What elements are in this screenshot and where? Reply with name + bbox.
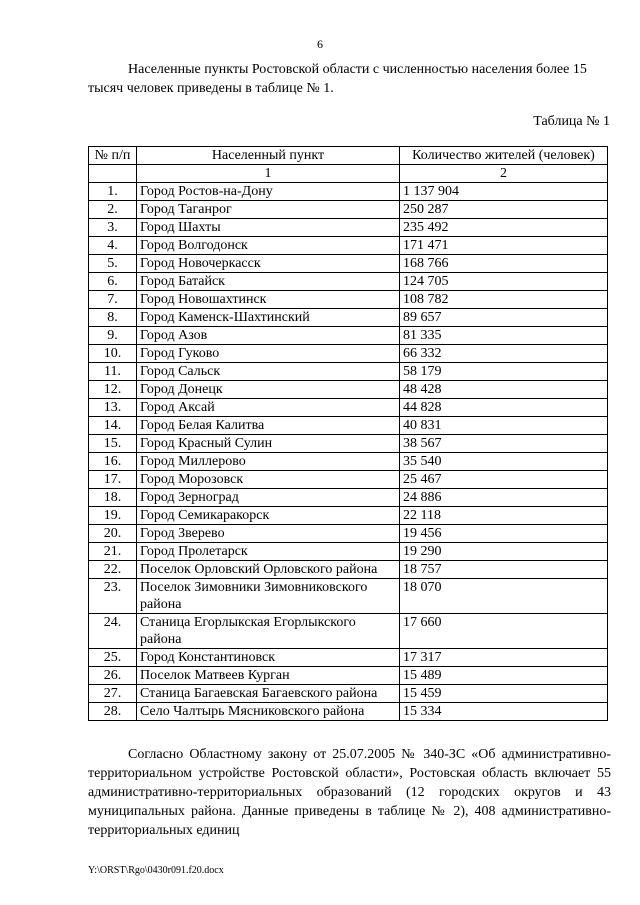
row-settlement: Город Гуково [137, 345, 400, 363]
row-settlement: Город Донецк [137, 381, 400, 399]
row-number: 9. [89, 327, 137, 345]
row-population: 24 886 [400, 489, 608, 507]
row-settlement: Город Пролетарск [137, 543, 400, 561]
row-settlement: Город Морозовск [137, 471, 400, 489]
row-settlement: Поселок Орловский Орловского района [137, 561, 400, 579]
row-population: 58 179 [400, 363, 608, 381]
table-row [89, 309, 608, 327]
row-population: 25 467 [400, 471, 608, 489]
row-settlement: Город Каменск-Шахтинский [137, 309, 400, 327]
row-number: 13. [89, 399, 137, 417]
row-settlement: Поселок Матвеев Курган [137, 667, 400, 685]
row-settlement: Город Красный Сулин [137, 435, 400, 453]
table-row [89, 471, 608, 489]
colnum-1: 1 [137, 165, 400, 183]
row-number: 19. [89, 507, 137, 525]
row-settlement: Село Чалтырь Мясниковского района [137, 703, 400, 721]
row-number: 1. [89, 183, 137, 201]
row-population: 40 831 [400, 417, 608, 435]
table-header-row [89, 147, 608, 165]
row-number: 6. [89, 273, 137, 291]
row-population: 19 290 [400, 543, 608, 561]
row-number: 14. [89, 417, 137, 435]
row-settlement: Город Ростов-на-Дону [137, 183, 400, 201]
row-number: 15. [89, 435, 137, 453]
row-population: 250 287 [400, 201, 608, 219]
row-settlement: Город Константиновск [137, 649, 400, 667]
row-settlement: Город Миллерово [137, 453, 400, 471]
row-number: 22. [89, 561, 137, 579]
table-row [89, 255, 608, 273]
row-settlement: Город Новочеркасск [137, 255, 400, 273]
row-number: 4. [89, 237, 137, 255]
table-row [89, 399, 608, 417]
row-settlement: Город Белая Калитва [137, 417, 400, 435]
table-row [89, 579, 608, 614]
row-settlement: Город Батайск [137, 273, 400, 291]
table-caption: Таблица № 1 [533, 114, 610, 129]
row-number: 24. [89, 614, 137, 649]
table-row [89, 453, 608, 471]
row-population: 235 492 [400, 219, 608, 237]
header-settlement: Населенный пункт [137, 147, 400, 165]
table-row [89, 417, 608, 435]
row-population: 89 657 [400, 309, 608, 327]
row-settlement: Станица Егорлыкская Егорлыкского района [137, 614, 400, 649]
intro-text: Населенные пункты Ростовской области с численностью населения более 15 тысяч человек приведены в таблице № 1. [88, 62, 587, 96]
table-colnum-row [89, 165, 608, 183]
colnum-2: 2 [400, 165, 608, 183]
row-population: 66 332 [400, 345, 608, 363]
population-table [88, 146, 608, 721]
table-row [89, 614, 608, 649]
row-population: 1 137 904 [400, 183, 608, 201]
row-number: 16. [89, 453, 137, 471]
row-number: 27. [89, 685, 137, 703]
intro-paragraph [88, 60, 608, 98]
row-settlement: Станица Багаевская Багаевского района [137, 685, 400, 703]
row-number: 17. [89, 471, 137, 489]
table-row [89, 685, 608, 703]
row-population: 44 828 [400, 399, 608, 417]
row-population: 48 428 [400, 381, 608, 399]
row-number: 20. [89, 525, 137, 543]
row-settlement: Город Аксай [137, 399, 400, 417]
row-population: 17 317 [400, 649, 608, 667]
row-population: 15 489 [400, 667, 608, 685]
row-number: 11. [89, 363, 137, 381]
row-population: 15 459 [400, 685, 608, 703]
colnum-empty [89, 165, 137, 183]
row-settlement: Город Таганрог [137, 201, 400, 219]
row-population: 17 660 [400, 614, 608, 649]
table-row [89, 219, 608, 237]
page-number: 6 [317, 37, 323, 51]
row-settlement: Поселок Зимовники Зимовниковского района [137, 579, 400, 614]
row-settlement: Город Новошахтинск [137, 291, 400, 309]
row-population: 18 070 [400, 579, 608, 614]
row-number: 10. [89, 345, 137, 363]
header-number: № п/п [89, 147, 137, 165]
row-number: 8. [89, 309, 137, 327]
row-population: 35 540 [400, 453, 608, 471]
table-row [89, 327, 608, 345]
row-population: 81 335 [400, 327, 608, 345]
table-row [89, 489, 608, 507]
table-row [89, 183, 608, 201]
row-number: 3. [89, 219, 137, 237]
row-number: 7. [89, 291, 137, 309]
table-row [89, 381, 608, 399]
row-settlement: Город Волгодонск [137, 237, 400, 255]
table-row [89, 561, 608, 579]
row-number: 23. [89, 579, 137, 614]
row-population: 124 705 [400, 273, 608, 291]
table-row [89, 363, 608, 381]
row-population: 38 567 [400, 435, 608, 453]
row-settlement: Город Сальск [137, 363, 400, 381]
table-row [89, 649, 608, 667]
row-settlement: Город Шахты [137, 219, 400, 237]
row-settlement: Город Семикаракорск [137, 507, 400, 525]
row-number: 25. [89, 649, 137, 667]
table-row [89, 237, 608, 255]
row-number: 2. [89, 201, 137, 219]
table-row [89, 291, 608, 309]
row-number: 18. [89, 489, 137, 507]
row-settlement: Город Зверево [137, 525, 400, 543]
row-number: 12. [89, 381, 137, 399]
row-population: 19 456 [400, 525, 608, 543]
row-number: 26. [89, 667, 137, 685]
footer-file-path: Y:\ORST\Rgo\0430r091.f20.docx [88, 865, 224, 876]
row-population: 168 766 [400, 255, 608, 273]
header-population: Количество жителей (человек) [400, 147, 608, 165]
table-row [89, 507, 608, 525]
table-row [89, 435, 608, 453]
table-row [89, 667, 608, 685]
table-row [89, 543, 608, 561]
row-population: 171 471 [400, 237, 608, 255]
closing-text: Согласно Областному закону от 25.07.2005 № 340-ЗС «Об административно-территориальном устройстве Ростовской области», Ростовская область включает 55 административно-территориальных образований (12 городских округов и 43 муниципальных района. Данные приведены в таблице № 2), 408 административно-территориальных единиц [88, 747, 611, 838]
row-population: 18 757 [400, 561, 608, 579]
closing-paragraph [88, 745, 611, 840]
row-settlement: Город Азов [137, 327, 400, 345]
table-row [89, 525, 608, 543]
table-row [89, 201, 608, 219]
row-settlement: Город Зерноград [137, 489, 400, 507]
row-number: 5. [89, 255, 137, 273]
row-number: 21. [89, 543, 137, 561]
row-number: 28. [89, 703, 137, 721]
row-population: 15 334 [400, 703, 608, 721]
table-row [89, 703, 608, 721]
row-population: 22 118 [400, 507, 608, 525]
table-row [89, 273, 608, 291]
row-population: 108 782 [400, 291, 608, 309]
table-row [89, 345, 608, 363]
